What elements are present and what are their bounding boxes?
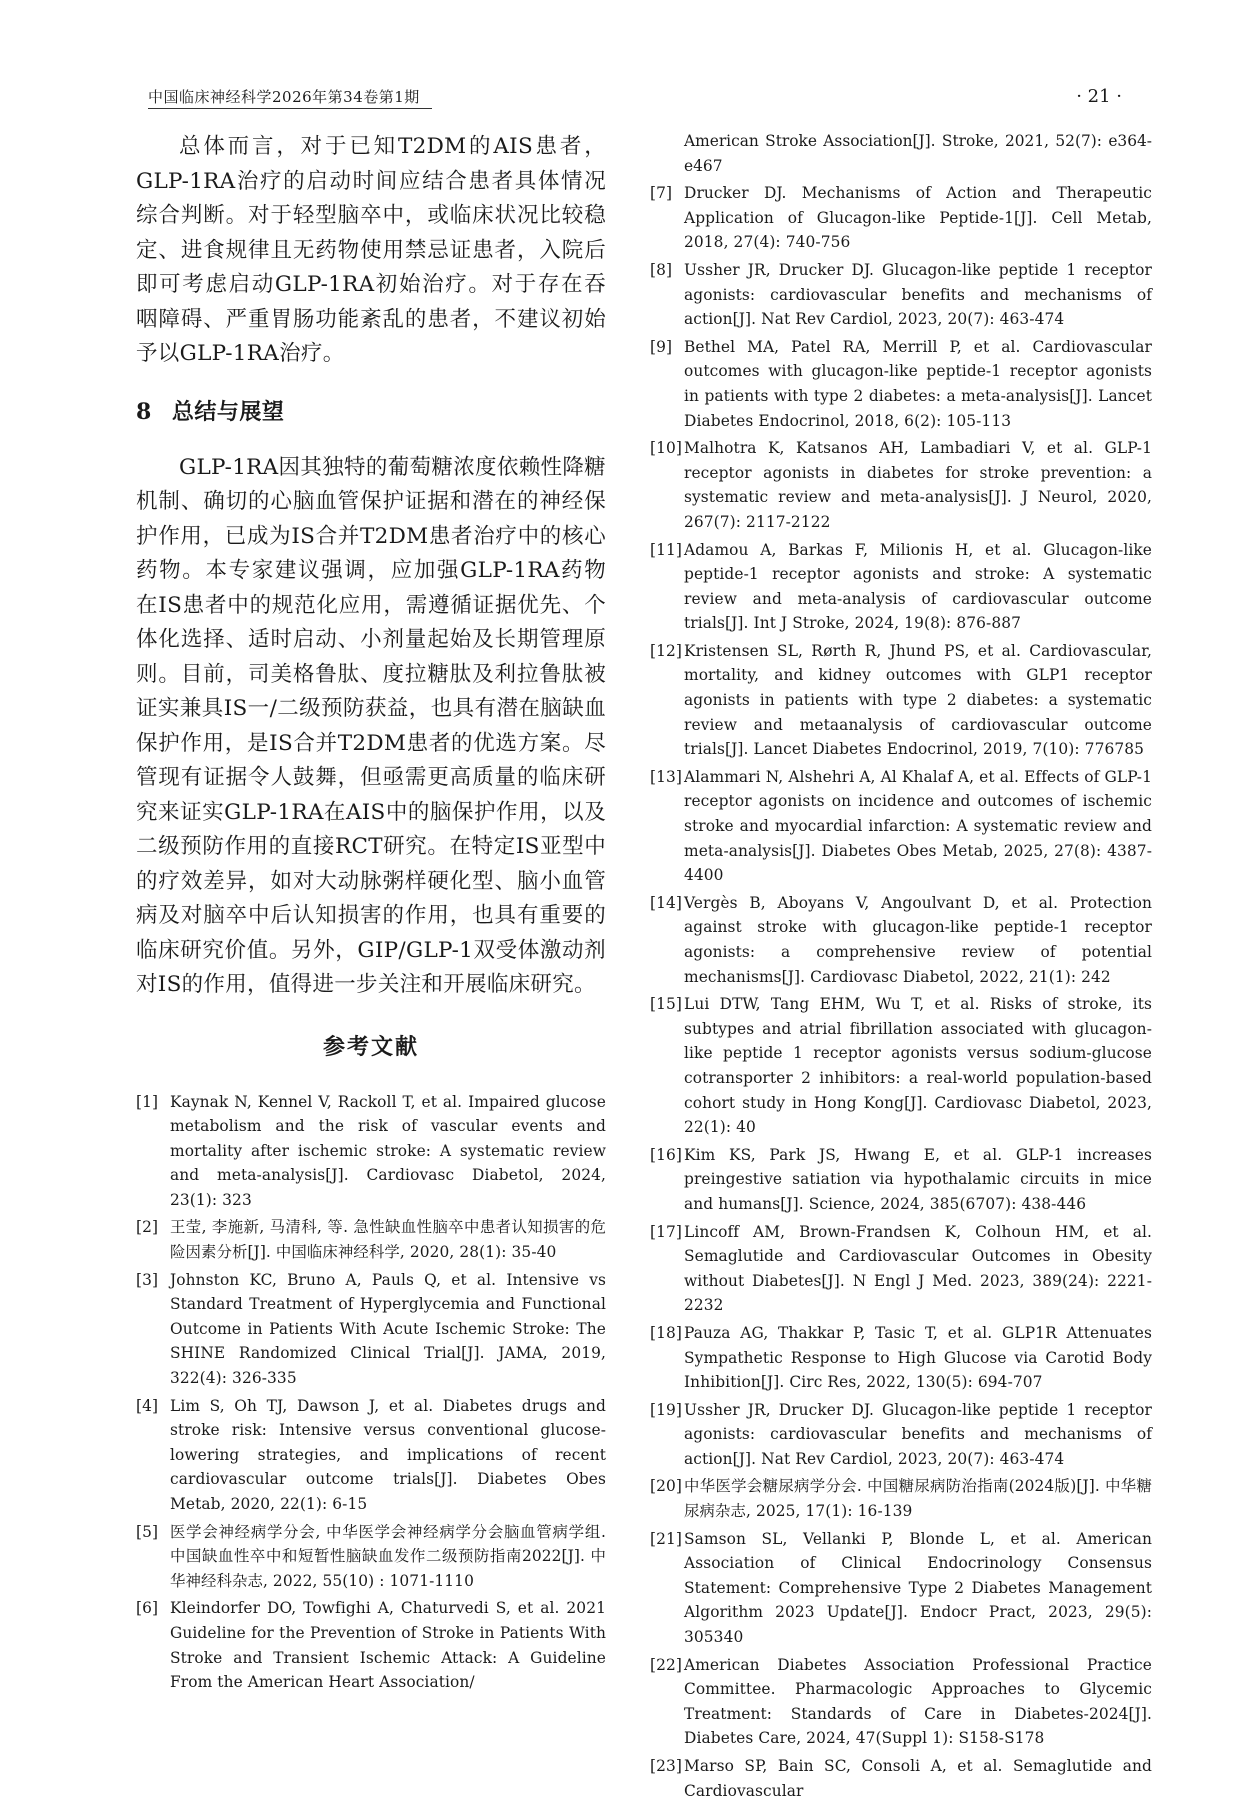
reference-number: [2] (136, 1218, 159, 1237)
reference-number: [1] (136, 1092, 159, 1111)
reference-item (650, 436, 1152, 534)
reference-number: [4] (136, 1396, 159, 1415)
reference-item (650, 639, 1152, 762)
reference-text: Ussher JR, Drucker DJ. Glucagon-like peptide 1 receptor agonists: cardiovascular benefits and mechanisms of action[J]. Nat Rev Cardiol, 2023, 20(7): 463-474 (684, 260, 1152, 329)
reference-text: Alammari N, Alshehri A, Al Khalaf A, et al. Effects of GLP-1 receptor agonists on incidence and outcomes of ischemic stroke and myocardial infarction: A systematic review and meta-analysis[J]. Diabetes Obes Metab, 2025, 27(8): 4387-4400 (684, 767, 1152, 885)
reference-item (650, 1398, 1152, 1472)
reference-text: Vergès B, Aboyans V, Angoulvant D, et al. Protection against stroke with glucagon-like peptide-1 receptor agonists: a comprehensive review of potential mechanisms[J]. Cardiovasc Diabetol, 2022, 21(1): 242 (684, 893, 1152, 986)
reference-text: American Diabetes Association Professional Practice Committee. Pharmacologic Approaches to Glycemic Treatment: Standards of Care in Diabetes-2024[J]. Diabetes Care, 2024, 47(Suppl 1): S158-S178 (684, 1655, 1152, 1748)
reference-item (136, 1596, 606, 1694)
references-heading: 参考文献 (322, 1033, 419, 1060)
reference-number: [23] (650, 1757, 682, 1775)
reference-number: [3] (136, 1270, 159, 1289)
reference-6-continued: American Stroke Association[J]. Stroke, 2021, 52(7): e364-e467 (684, 132, 1152, 175)
reference-text: Lincoff AM, Brown-Frandsen K, Colhoun HM, et al. Semaglutide and Cardiovascular Outcomes in Obesity without Diabetes[J]. N Engl J Med. 2023, 389(24): 2221-2232 (684, 1222, 1152, 1315)
reference-number: [15] (650, 995, 682, 1014)
running-header: 中国临床神经科学2026年第34卷第1期 (148, 88, 420, 106)
reference-number: [20] (650, 1477, 682, 1496)
reference-item (136, 1394, 606, 1517)
reference-number: [19] (650, 1400, 682, 1419)
reference-number: [16] (650, 1145, 682, 1164)
reference-text: Bethel MA, Patel RA, Merrill P, et al. Cardiovascular outcomes with glucagon-like peptide-1 receptor agonists in patients with type 2 diabetes: a meta-analysis[J]. Lancet Diabetes Endocrinol, 2018, 6(2): 105-113 (684, 337, 1152, 430)
reference-item (650, 1527, 1152, 1650)
reference-number: [5] (136, 1522, 159, 1541)
reference-item (650, 1754, 1152, 1803)
reference-number: [8] (650, 260, 673, 279)
reference-text: Ussher JR, Drucker DJ. Glucagon-like peptide 1 receptor agonists: cardiovascular benefits and mechanisms of action[J]. Nat Rev Cardiol, 2023, 20(7): 463-474 (684, 1400, 1152, 1468)
reference-item (650, 1220, 1152, 1318)
reference-text: Johnston KC, Bruno A, Pauls Q, et al. Intensive vs Standard Treatment of Hyperglycemia and Functional Outcome in Patients With Acute Ischemic Stroke: The SHINE Randomized Clinical Trial[J]. JAMA, 2019, 322(4): 326-335 (170, 1270, 606, 1388)
reference-item (650, 1321, 1152, 1395)
references-list-left (136, 1090, 606, 1695)
reference-item (650, 765, 1152, 888)
section-title: 总结与展望 (171, 398, 285, 425)
page-number: · 21 · (1076, 86, 1122, 107)
reference-item (136, 1215, 606, 1264)
reference-item (650, 538, 1152, 636)
reference-number: [17] (650, 1222, 682, 1241)
reference-item (136, 1268, 606, 1391)
reference-item (136, 1520, 606, 1594)
reference-item (650, 1653, 1152, 1751)
references-list-right (650, 181, 1152, 1803)
reference-text: 中华医学会糖尿病学分会. 中国糖尿病防治指南(2024版)[J]. 中华糖尿病杂志, 2025, 17(1): 16-139 (684, 1477, 1152, 1521)
reference-number: [12] (650, 641, 682, 660)
reference-text: Kaynak N, Kennel V, Rackoll T, et al. Impaired glucose metabolism and the risk of vascular events and mortality after ischemic stroke: A systematic review and meta-analysis[J]. Cardiovasc Diabetol, 2024, 23(1): 323 (170, 1092, 606, 1209)
reference-number: [6] (136, 1599, 159, 1618)
reference-text: Lim S, Oh TJ, Dawson J, et al. Diabetes drugs and stroke risk: Intensive versus conventional glucose-lowering strategies, and implications of recent cardiovascular outcome trials[J]. Diabetes Obes Metab, 2020, 22(1): 6-15 (170, 1396, 606, 1513)
reference-number: [21] (650, 1529, 682, 1548)
reference-number: [10] (650, 439, 682, 458)
reference-item (650, 258, 1152, 332)
reference-text: Kim KS, Park JS, Hwang E, et al. GLP-1 increases preingestive satiation via hypothalamic circuits in mice and humans[J]. Science, 2024, 385(6707): 438-446 (684, 1145, 1152, 1213)
reference-number: [13] (650, 767, 682, 786)
section-heading (136, 395, 606, 429)
reference-number: [9] (650, 337, 673, 356)
reference-number: [22] (650, 1655, 682, 1674)
reference-number: [14] (650, 893, 682, 912)
reference-number: [7] (650, 184, 673, 203)
body-paragraph-2: GLP-1RA因其独特的葡萄糖浓度依赖性降糖机制、确切的心脑血管保护证据和潜在的神经保护作用，已成为IS合并T2DM患者治疗中的核心药物。本专家建议强调，应加强GLP-1RA药物在IS患者中的规范化应用，需遵循证据优先、个体化选择、适时启动、小剂量起始及长期管理原则。目前，司美格鲁肽、度拉糖肽及利拉鲁肽被证实兼具IS一/二级预防获益，也具有潜在脑缺血保护作用，是IS合并T2DM患者的优选方案。尽管现有证据令人鼓舞，但亟需更高质量的临床研究来证实GLP-1RA在AIS中的脑保护作用，以及二级预防作用的直接RCT研究。在特定IS亚型中的疗效差异，如对大动脉粥样硬化型、脑小血管病及对脑卒中后认知损害的作用，也具有重要的临床研究价值。另外，GIP/GLP-1双受体激动剂对IS的作用，值得进一步关注和开展临床研究。 (136, 454, 606, 997)
reference-number: [18] (650, 1323, 682, 1342)
reference-item (650, 992, 1152, 1140)
reference-item (650, 1474, 1152, 1523)
reference-text: Lui DTW, Tang EHM, Wu T, et al. Risks of stroke, its subtypes and atrial fibrillation associated with glucagon-like peptide 1 receptor agonists versus sodium-glucose cotransporter 2 inhibitors: a real-world population-based cohort study in Hong Kong[J]. Cardiovasc Diabetol, 2023, 22(1): 40 (684, 995, 1152, 1137)
reference-item (650, 335, 1152, 433)
reference-text: 王莹, 李施新, 马清科, 等. 急性缺血性脑卒中患者认知损害的危险因素分析[J]. 中国临床神经科学, 2020, 28(1): 35-40 (170, 1218, 606, 1262)
header-rule (148, 108, 432, 109)
reference-item (650, 181, 1152, 255)
reference-text: Adamou A, Barkas F, Milionis H, et al. Glucagon-like peptide-1 receptor agonists and stroke: A systematic review and meta-analysis of cardiovascular outcome trials[J]. Int J Stroke, 2024, 19(8): 876-887 (684, 540, 1152, 633)
reference-text: Drucker DJ. Mechanisms of Action and Therapeutic Application of Glucagon-like Peptide-1[J]. Cell Metab, 2018, 27(4): 740-756 (684, 184, 1152, 252)
section-number: 8 (136, 398, 152, 425)
reference-text: Malhotra K, Katsanos AH, Lambadiari V, et al. GLP-1 receptor agonists in diabetes for stroke prevention: a systematic review and meta-analysis[J]. J Neurol, 2020, 267(7): 2117-2122 (684, 439, 1152, 531)
reference-text: Kleindorfer DO, Towfighi A, Chaturvedi S, et al. 2021 Guideline for the Prevention of Stroke in Patients With Stroke and Transient Ischemic Attack: A Guideline From the American Heart Association/ (170, 1599, 606, 1692)
reference-number: [11] (650, 540, 682, 559)
reference-text: Kristensen SL, Rørth R, Jhund PS, et al. Cardiovascular, mortality, and kidney outcomes with GLP1 receptor agonists in patients with type 2 diabetes: a systematic review and metaanalysis of cardiovascular outcome trials[J]. Lancet Diabetes Endocrinol, 2019, 7(10): 776785 (684, 641, 1152, 759)
reference-item (650, 891, 1152, 989)
reference-item (650, 1143, 1152, 1217)
left-column (136, 130, 606, 1698)
right-column (650, 129, 1152, 1806)
reference-item (136, 1090, 606, 1213)
reference-text: Pauza AG, Thakkar P, Tasic T, et al. GLP1R Attenuates Sympathetic Response to High Glucose via Carotid Body Inhibition[J]. Circ Res, 2022, 130(5): 694-707 (684, 1323, 1152, 1392)
reference-text: 医学会神经病学分会, 中华医学会神经病学分会脑血管病学组. 中国缺血性卒中和短暂性脑缺血发作二级预防指南2022[J]. 中华神经科杂志, 2022, 55(10) : 1071-1110 (170, 1522, 606, 1590)
body-paragraph-1: 总体而言，对于已知T2DM的AIS患者，GLP-1RA治疗的启动时间应结合患者具体情况综合判断。对于轻型脑卒中，或临床状况比较稳定、进食规律且无药物使用禁忌证患者，入院后即可考虑启动GLP-1RA初始治疗。对于存在吞咽障碍、严重胃肠功能紊乱的患者，不建议初始予以GLP-1RA治疗。 (136, 134, 606, 366)
reference-text: Marso SP, Bain SC, Consoli A, et al. Semaglutide and Cardiovascular (684, 1757, 1152, 1800)
reference-text: Samson SL, Vellanki P, Blonde L, et al. American Association of Clinical Endocrinology Consensus Statement: Comprehensive Type 2 Diabetes Management Algorithm 2023 Update[J]. Endocr Pract, 2023, 29(5): 305340 (684, 1529, 1152, 1647)
